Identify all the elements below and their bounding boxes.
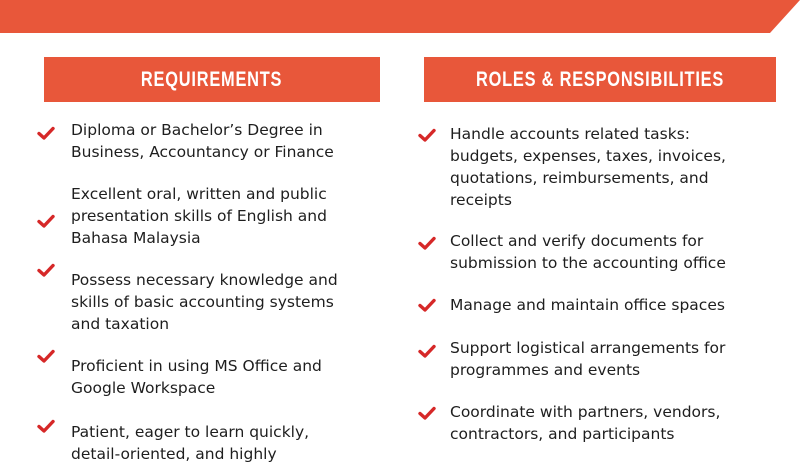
check-icon: [37, 126, 55, 140]
requirement-line: detail-oriented, and highly: [71, 445, 277, 463]
requirement-line: Excellent oral, written and public: [71, 185, 327, 203]
check-icon: [418, 128, 436, 142]
requirement-item: [71, 355, 322, 399]
requirement-line: presentation skills of English and: [71, 207, 327, 225]
requirement-item: [71, 119, 334, 163]
top-banner: [0, 0, 800, 34]
check-icon: [418, 298, 436, 312]
role-item: [450, 123, 726, 211]
role-item: [450, 294, 725, 316]
requirement-item: [71, 421, 309, 465]
requirement-line: Business, Accountancy or Finance: [71, 143, 334, 161]
role-line: Manage and maintain office spaces: [450, 296, 725, 314]
requirement-item: [71, 183, 327, 249]
role-line: quotations, reimbursements, and: [450, 169, 709, 187]
role-item: [450, 337, 725, 381]
role-item: [450, 230, 726, 274]
roles-title: ROLES & RESPONSIBILITIES: [475, 67, 725, 91]
requirement-line: Possess necessary knowledge and: [71, 271, 338, 289]
requirement-line: and taxation: [71, 315, 170, 333]
requirement-line: skills of basic accounting systems: [71, 293, 334, 311]
check-icon: [37, 214, 55, 228]
check-icon: [37, 263, 55, 277]
requirement-line: Patient, eager to learn quickly,: [71, 423, 310, 441]
requirement-line: Proficient in using MS Office and: [71, 357, 322, 375]
requirement-item: [71, 269, 338, 335]
requirement-line: Google Workspace: [71, 379, 216, 397]
requirement-line: Bahasa Malaysia: [71, 229, 201, 247]
role-line: Handle accounts related tasks:: [450, 125, 691, 143]
check-icon: [418, 344, 436, 358]
role-line: receipts: [450, 191, 512, 209]
check-icon: [37, 349, 55, 363]
requirements-title: REQUIREMENTS: [141, 67, 283, 91]
role-line: programmes and events: [450, 361, 641, 379]
role-line: Collect and verify documents for: [450, 232, 704, 250]
role-line: contractors, and participants: [450, 425, 675, 443]
role-line: submission to the accounting office: [450, 254, 726, 272]
role-line: budgets, expenses, taxes, invoices,: [450, 147, 726, 165]
role-item: [450, 401, 720, 445]
check-icon: [418, 406, 436, 420]
check-icon: [418, 236, 436, 250]
check-icon: [37, 419, 55, 433]
role-line: Coordinate with partners, vendors,: [450, 403, 721, 421]
role-line: Support logistical arrangements for: [450, 339, 726, 357]
requirement-line: Diploma or Bachelor’s Degree in: [71, 121, 323, 139]
